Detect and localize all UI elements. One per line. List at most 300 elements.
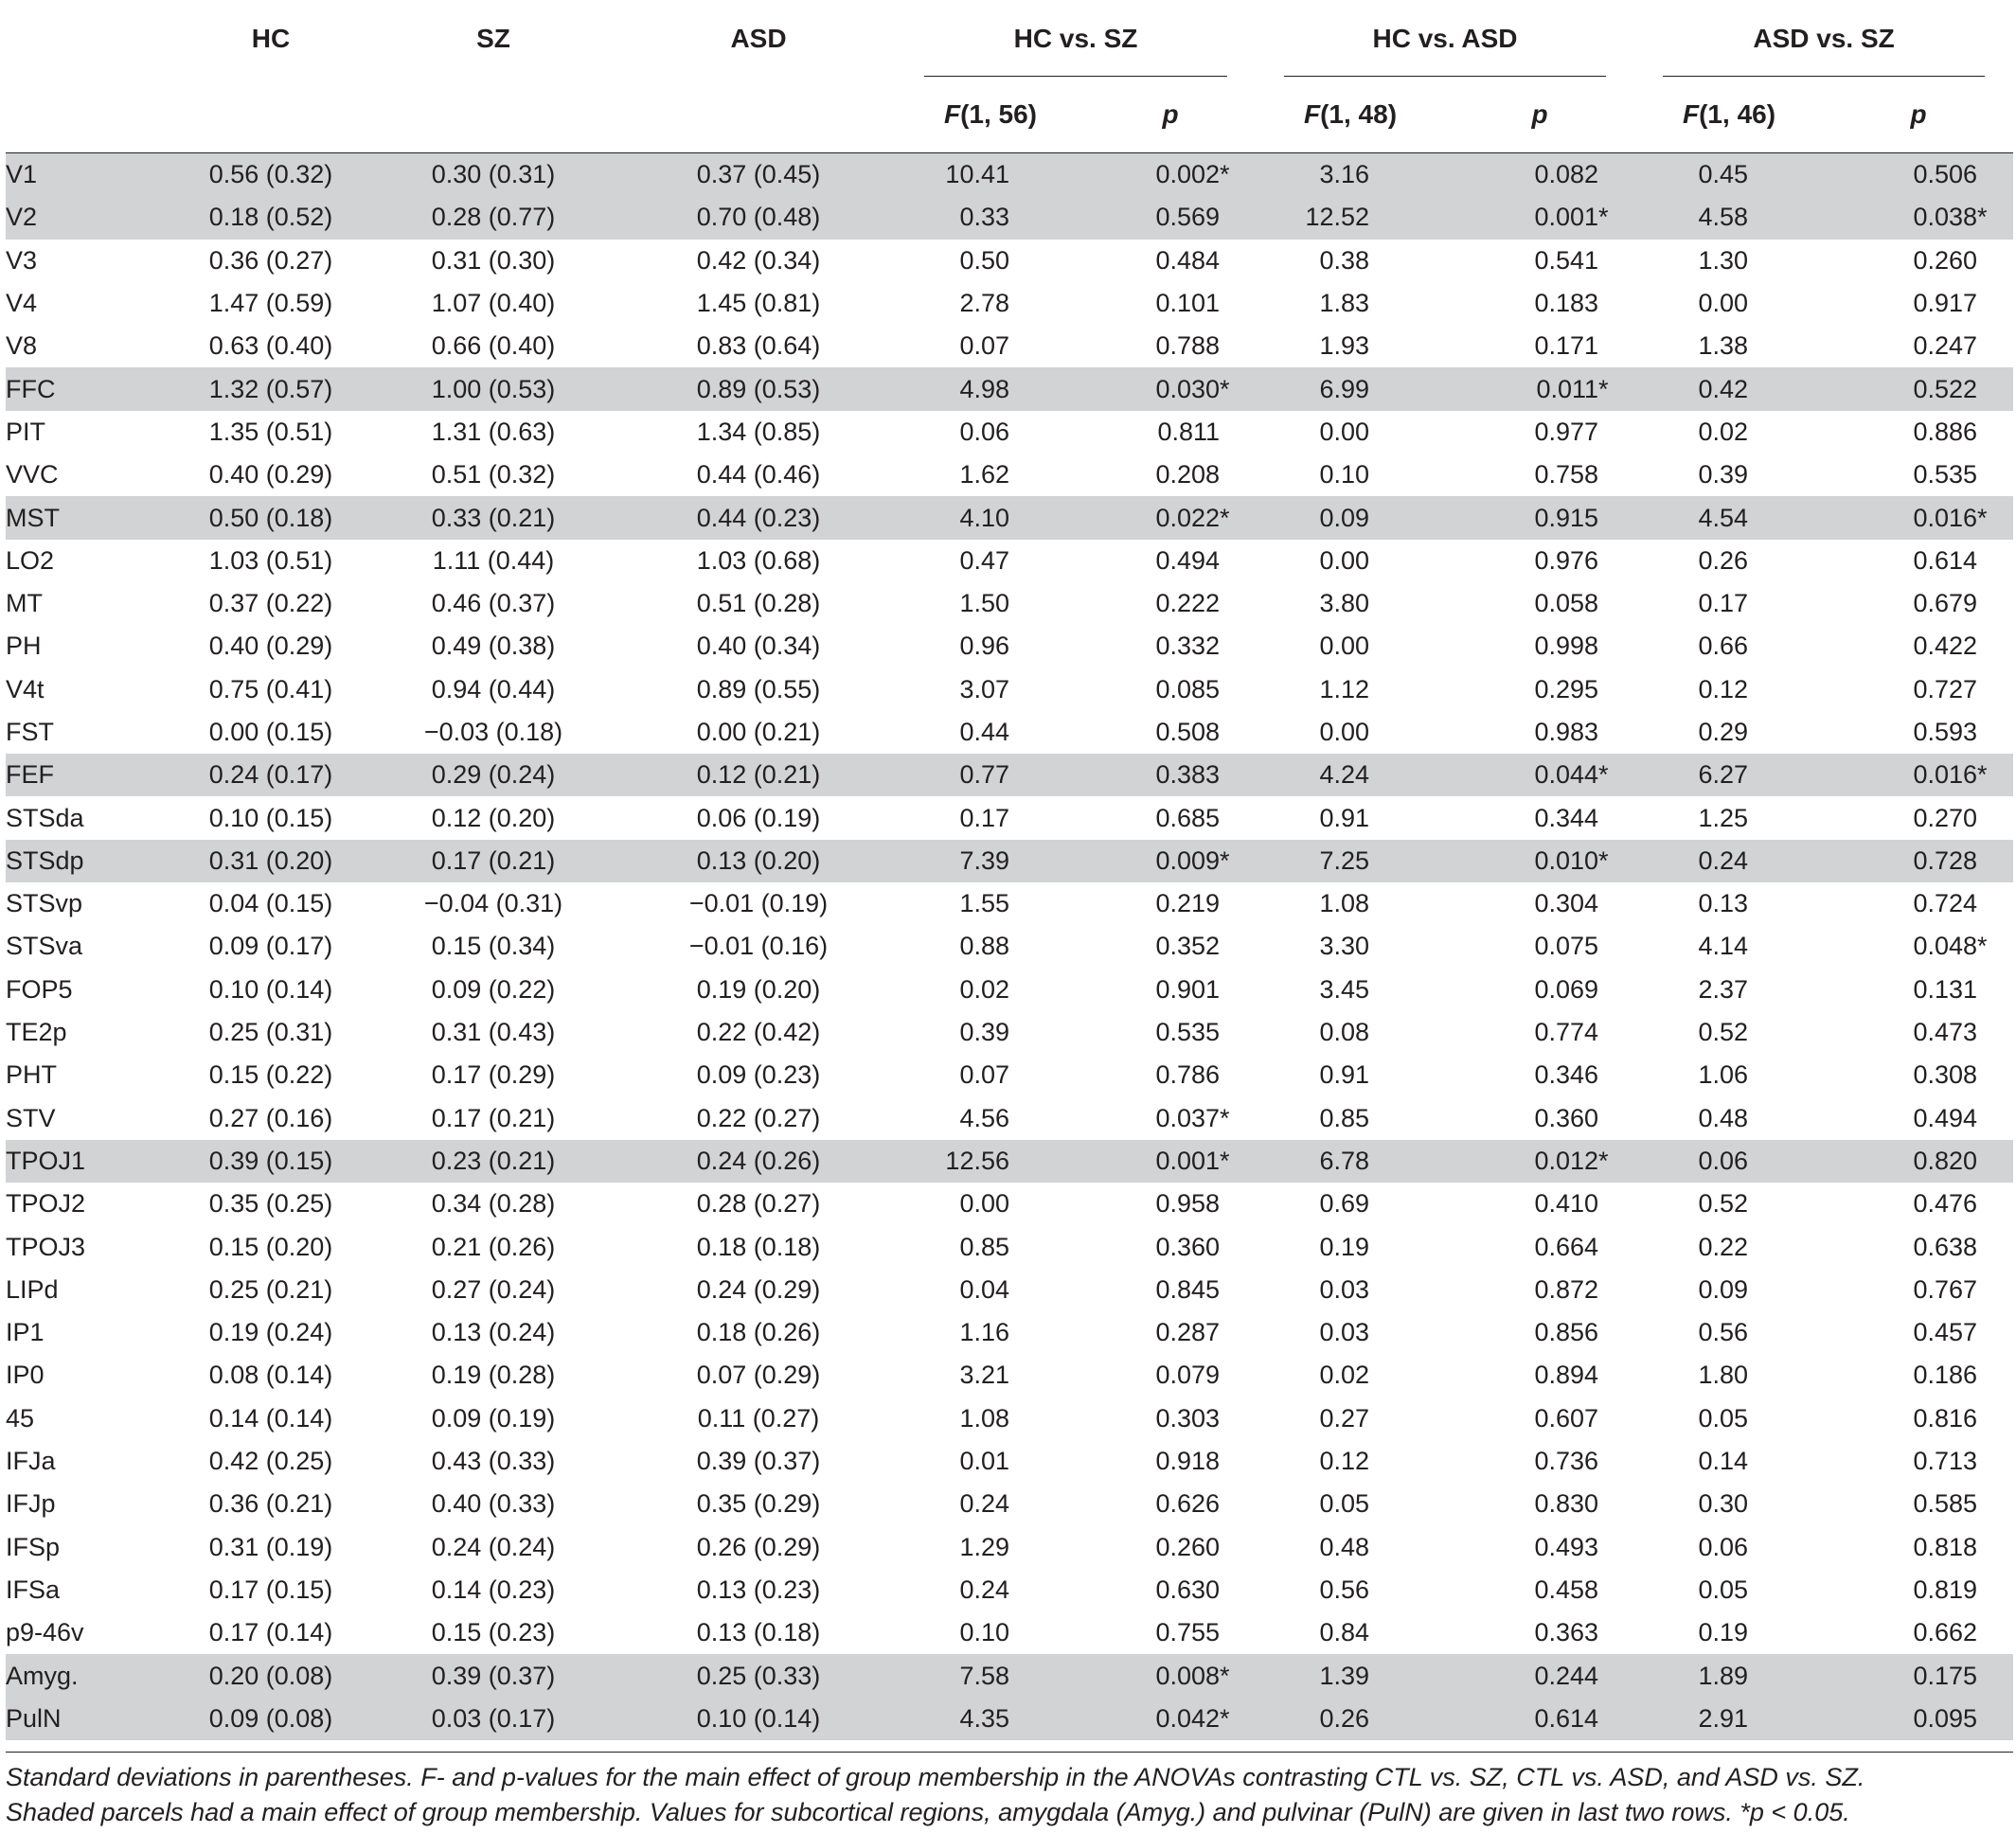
p-hc-sz: 0.786: [1155, 1060, 1221, 1090]
p-asd-sz: 0.095: [1824, 1698, 2013, 1740]
region-name: IP1: [6, 1318, 45, 1347]
significance-marker: *: [1220, 1703, 1230, 1733]
p-asd-sz: 0.476: [1913, 1189, 1978, 1219]
sz-value: 0.17 (0.29): [431, 1060, 556, 1090]
f-asd-sz: 4.54: [1634, 496, 1824, 539]
f-hc-asd: 0.03: [1319, 1274, 1370, 1304]
region-name: MST: [6, 496, 176, 539]
significance-marker: *: [1977, 932, 1988, 961]
table-row: [6, 711, 2013, 754]
f-hc-sz: 2.78: [959, 289, 1009, 318]
sz-value: 0.31 (0.43): [431, 1018, 556, 1047]
sz-value: 0.24 (0.24): [431, 1532, 556, 1561]
p-asd-sz: 0.260: [1913, 245, 1978, 275]
f-hc-sz: 4.35: [896, 1698, 1085, 1740]
asd-value: 0.35 (0.29): [696, 1489, 821, 1519]
p-hc-sz: 0.260: [1155, 1532, 1221, 1561]
significance-marker: *: [1220, 845, 1230, 875]
p-hc-sz: 0.360: [1155, 1232, 1221, 1261]
p-hc-sz: 0.303: [1155, 1403, 1221, 1433]
p-hc-asd: 0.856: [1534, 1318, 1599, 1347]
p-asd-sz: 0.048*: [1913, 932, 1988, 961]
p-hc-sz: 0.845: [1155, 1274, 1221, 1304]
f-hc-asd: 0.00: [1319, 718, 1370, 746]
p-hc-asd: 0.344: [1534, 803, 1599, 832]
f-hc-asd: 0.27: [1319, 1403, 1370, 1433]
f-hc-asd: 1.39: [1256, 1654, 1445, 1697]
f-hc-sz: 7.39: [896, 840, 1085, 882]
region-name: p9-46v: [6, 1618, 84, 1647]
sz-value: 0.29 (0.24): [366, 754, 621, 796]
f-hc-asd: 0.19: [1319, 1232, 1370, 1261]
f-asd-sz: 0.17: [1698, 589, 1749, 618]
f-asd-sz: 0.56: [1698, 1318, 1749, 1347]
p-hc-asd: 0.983: [1534, 718, 1599, 746]
asd-value: 0.13 (0.23): [696, 1575, 821, 1604]
p-asd-sz: 0.886: [1913, 417, 1978, 446]
f-hc-asd: 0.05: [1319, 1489, 1370, 1519]
asd-value: −0.01 (0.19): [688, 889, 829, 918]
f-asd-sz: 2.91: [1634, 1698, 1824, 1740]
region-name: TPOJ3: [6, 1232, 86, 1261]
hc-value: 0.17 (0.14): [208, 1618, 333, 1647]
hc-value: 0.08 (0.14): [208, 1361, 333, 1390]
table-row: [6, 1483, 2013, 1525]
region-name: IFSa: [6, 1575, 61, 1604]
results-table: [6, 0, 2013, 1740]
table-row: [6, 1654, 2013, 1697]
asd-value: 1.45 (0.81): [696, 289, 821, 318]
significance-marker: *: [1598, 845, 1609, 875]
hc-value: 0.00 (0.15): [208, 718, 333, 746]
table-row: [6, 240, 2013, 282]
hc-value: 0.24 (0.17): [176, 754, 366, 796]
f-hc-sz: 0.07: [959, 1060, 1009, 1090]
f-hc-sz: 3.21: [959, 1361, 1009, 1390]
header-p-2: p: [1531, 99, 1548, 129]
asd-value: 1.34 (0.85): [696, 417, 821, 446]
significance-marker: *: [1598, 1146, 1609, 1175]
region-name: FST: [6, 718, 54, 746]
sz-value: 0.09 (0.19): [431, 1403, 556, 1433]
sz-value: 0.21 (0.26): [431, 1232, 556, 1261]
table-row: [6, 454, 2013, 496]
f-hc-asd: 0.08: [1319, 1018, 1370, 1047]
table-row: [6, 411, 2013, 454]
f-hc-asd: 0.69: [1319, 1189, 1370, 1219]
region-name: V2: [6, 196, 176, 239]
p-hc-sz: 0.569: [1085, 196, 1256, 239]
f-hc-asd: 0.38: [1319, 245, 1370, 275]
table-row: [6, 796, 2013, 839]
f-hc-sz: 0.47: [959, 545, 1009, 575]
hc-value: 0.09 (0.17): [208, 932, 333, 961]
f-asd-sz: 0.19: [1698, 1618, 1749, 1647]
p-hc-sz: 0.918: [1155, 1447, 1221, 1476]
f-hc-asd: 12.52: [1256, 196, 1445, 239]
f-asd-sz: 0.66: [1698, 632, 1749, 661]
region-name: V4: [6, 289, 38, 318]
sz-value: 0.12 (0.20): [431, 803, 556, 832]
significance-marker: *: [1220, 160, 1230, 189]
f-hc-sz: 0.33: [896, 196, 1085, 239]
f-asd-sz: 1.80: [1698, 1361, 1749, 1390]
f-hc-sz: 4.56: [959, 1103, 1009, 1132]
f-asd-sz: 6.27: [1634, 754, 1824, 796]
hc-value: 0.35 (0.25): [208, 1189, 333, 1219]
sz-value: 0.33 (0.21): [366, 496, 621, 539]
table-row: [6, 668, 2013, 711]
p-hc-sz: 0.788: [1155, 331, 1221, 361]
p-hc-asd: 0.011*: [1445, 367, 1634, 410]
f-hc-asd: 1.12: [1319, 674, 1370, 703]
p-hc-asd: 0.058: [1534, 589, 1599, 618]
region-name: TE2p: [6, 1018, 67, 1047]
f-asd-sz: 0.29: [1698, 718, 1749, 746]
f-asd-sz: 0.52: [1698, 1018, 1749, 1047]
f-asd-sz: 1.06: [1698, 1060, 1749, 1090]
significance-marker: *: [1598, 203, 1609, 232]
p-hc-sz: 0.008*: [1085, 1654, 1256, 1697]
hc-value: 0.25 (0.31): [208, 1018, 333, 1047]
hc-value: 0.25 (0.21): [208, 1274, 333, 1304]
asd-value: 0.19 (0.20): [696, 974, 821, 1004]
f-asd-sz: 0.06: [1634, 1140, 1824, 1183]
region-name: PIT: [6, 417, 46, 446]
f-hc-sz: 1.55: [959, 889, 1009, 918]
f-hc-asd: 3.30: [1319, 932, 1370, 961]
hc-value: 0.15 (0.22): [208, 1060, 333, 1090]
f-asd-sz: 0.26: [1698, 545, 1749, 575]
f-asd-sz: 0.22: [1698, 1232, 1749, 1261]
hc-value: 0.04 (0.15): [208, 889, 333, 918]
hc-value: 0.18 (0.52): [176, 196, 366, 239]
f-asd-sz: 0.06: [1698, 1532, 1749, 1561]
f-asd-sz: 0.13: [1698, 889, 1749, 918]
header-p-3: p: [1910, 99, 1927, 129]
sz-value: 1.07 (0.40): [431, 289, 556, 318]
asd-value: 0.12 (0.21): [621, 754, 896, 796]
p-asd-sz: 0.728: [1824, 840, 2013, 882]
f-hc-asd: 3.80: [1319, 589, 1370, 618]
p-hc-sz: 0.332: [1155, 632, 1221, 661]
asd-value: 0.25 (0.33): [621, 1654, 896, 1697]
p-hc-sz: 0.219: [1155, 889, 1221, 918]
p-hc-sz: 0.901: [1155, 974, 1221, 1004]
p-asd-sz: 0.175: [1824, 1654, 2013, 1697]
table-row: [6, 625, 2013, 667]
sz-value: 0.17 (0.21): [366, 840, 621, 882]
f-hc-sz: 0.06: [959, 417, 1009, 446]
p-hc-sz: 0.811: [1157, 417, 1221, 446]
asd-value: 0.70 (0.48): [621, 196, 896, 239]
p-hc-sz: 0.001*: [1085, 1140, 1256, 1183]
p-hc-asd: 0.183: [1534, 289, 1599, 318]
f-hc-asd: 0.12: [1319, 1447, 1370, 1476]
p-asd-sz: 0.917: [1913, 289, 1978, 318]
p-asd-sz: 0.308: [1913, 1060, 1978, 1090]
f-asd-sz: 0.30: [1698, 1489, 1749, 1519]
hc-value: 0.10 (0.14): [208, 974, 333, 1004]
p-hc-asd: 0.736: [1534, 1447, 1599, 1476]
asd-value: 0.11 (0.27): [697, 1403, 820, 1433]
p-hc-asd: 0.774: [1534, 1018, 1599, 1047]
table-row: [6, 1225, 2013, 1268]
f-hc-asd: 0.10: [1319, 460, 1370, 489]
sz-value: 0.28 (0.77): [366, 196, 621, 239]
p-hc-sz: 0.042*: [1085, 1698, 1256, 1740]
sz-value: 0.94 (0.44): [431, 674, 556, 703]
asd-value: 0.13 (0.20): [621, 840, 896, 882]
p-hc-sz: 0.287: [1155, 1318, 1221, 1347]
hc-value: 1.35 (0.51): [208, 417, 333, 446]
p-hc-asd: 0.044*: [1445, 754, 1634, 796]
table-row: [6, 969, 2013, 1011]
f-hc-sz: 1.08: [959, 1403, 1009, 1433]
f-asd-sz: 0.00: [1698, 289, 1749, 318]
table-row: [6, 1526, 2013, 1569]
f-hc-asd: 3.16: [1256, 153, 1445, 197]
sz-value: −0.03 (0.18): [423, 718, 563, 746]
f-hc-asd: 0.26: [1256, 1698, 1445, 1740]
f-hc-asd: 6.78: [1256, 1140, 1445, 1183]
region-name: PH: [6, 632, 42, 661]
significance-marker: *: [1598, 760, 1609, 790]
p-asd-sz: 0.494: [1913, 1103, 1978, 1132]
sz-value: 0.39 (0.37): [366, 1654, 621, 1697]
f-hc-asd: 1.08: [1319, 889, 1370, 918]
hc-value: 0.09 (0.08): [176, 1698, 366, 1740]
asd-value: 0.13 (0.18): [696, 1618, 821, 1647]
f-asd-sz: 0.05: [1698, 1403, 1749, 1433]
f-asd-sz: 0.02: [1698, 417, 1749, 446]
f-hc-sz: 0.10: [959, 1618, 1009, 1647]
header-f-2: F(1, 48): [1303, 99, 1398, 129]
header-hc: HC: [251, 23, 291, 53]
header-group-hc-vs-sz: HC vs. SZ: [896, 0, 1256, 77]
header-f-3: F(1, 46): [1683, 99, 1776, 129]
table-row: [6, 1397, 2013, 1440]
p-asd-sz: 0.270: [1913, 803, 1978, 832]
f-hc-sz: 0.04: [959, 1274, 1009, 1304]
p-asd-sz: 0.186: [1913, 1361, 1978, 1390]
p-hc-sz: 0.030*: [1085, 367, 1256, 410]
table-row: [6, 1054, 2013, 1096]
table-row: [6, 882, 2013, 925]
p-asd-sz: 0.662: [1913, 1618, 1978, 1647]
f-hc-sz: 10.41: [896, 153, 1085, 197]
table-row: [6, 925, 2013, 968]
f-hc-sz: 1.16: [959, 1318, 1009, 1347]
region-name: FEF: [6, 754, 176, 796]
p-hc-sz: 0.352: [1155, 932, 1221, 961]
asd-value: 0.89 (0.53): [621, 367, 896, 410]
p-hc-asd: 0.541: [1534, 245, 1599, 275]
p-hc-asd: 0.894: [1534, 1361, 1599, 1390]
p-hc-asd: 0.069: [1534, 974, 1599, 1004]
table-row: [6, 1354, 2013, 1397]
significance-marker: *: [1598, 374, 1609, 403]
p-hc-asd: 0.458: [1534, 1575, 1599, 1604]
f-hc-asd: 0.03: [1319, 1318, 1370, 1347]
p-asd-sz: 0.457: [1913, 1318, 1978, 1347]
asd-value: 0.18 (0.18): [696, 1232, 821, 1261]
f-asd-sz: 1.38: [1698, 331, 1749, 361]
p-asd-sz: 0.638: [1913, 1232, 1978, 1261]
p-hc-asd: 0.998: [1534, 632, 1599, 661]
sz-value: 0.09 (0.22): [431, 974, 556, 1004]
sz-value: 0.31 (0.30): [431, 245, 556, 275]
sz-value: 0.15 (0.23): [431, 1618, 556, 1647]
hc-value: 1.03 (0.51): [208, 545, 333, 575]
table-body: [6, 153, 2013, 1740]
region-name: VVC: [6, 460, 59, 489]
p-hc-asd: 0.012*: [1445, 1140, 1634, 1183]
f-hc-asd: 7.25: [1256, 840, 1445, 882]
significance-marker: *: [1220, 503, 1230, 532]
asd-value: 0.24 (0.26): [621, 1140, 896, 1183]
hc-value: 0.40 (0.29): [208, 632, 333, 661]
region-name: Amyg.: [6, 1654, 176, 1697]
p-hc-sz: 0.383: [1085, 754, 1256, 796]
f-hc-asd: 4.24: [1256, 754, 1445, 796]
hc-value: 0.10 (0.15): [208, 803, 333, 832]
p-asd-sz: 0.593: [1913, 718, 1978, 746]
table-row: [6, 840, 2013, 882]
p-hc-asd: 0.082: [1445, 153, 1634, 197]
table-row: [6, 1311, 2013, 1354]
hc-value: 0.31 (0.20): [176, 840, 366, 882]
asd-value: 0.83 (0.64): [696, 331, 821, 361]
region-name: IFJp: [6, 1489, 56, 1519]
p-asd-sz: 0.535: [1913, 460, 1978, 489]
header-f-1: F(1, 56): [943, 99, 1038, 129]
asd-value: 0.28 (0.27): [696, 1189, 821, 1219]
f-hc-asd: 0.84: [1319, 1618, 1370, 1647]
p-hc-sz: 0.101: [1155, 289, 1221, 318]
f-hc-asd: 1.93: [1319, 331, 1370, 361]
f-hc-sz: 1.62: [959, 460, 1009, 489]
sz-value: 0.49 (0.38): [431, 632, 556, 661]
f-hc-sz: 4.10: [896, 496, 1085, 539]
region-name: V8: [6, 331, 38, 361]
f-hc-asd: 0.48: [1319, 1532, 1370, 1561]
sz-value: 0.17 (0.21): [431, 1103, 556, 1132]
f-hc-sz: 0.44: [959, 718, 1009, 746]
region-name: 45: [6, 1403, 35, 1433]
asd-value: 0.40 (0.34): [696, 632, 821, 661]
p-hc-sz: 0.508: [1155, 718, 1221, 746]
p-asd-sz: 0.818: [1913, 1532, 1978, 1561]
region-name: LIPd: [6, 1274, 59, 1304]
sz-value: −0.04 (0.31): [423, 889, 563, 918]
f-asd-sz: 0.39: [1698, 460, 1749, 489]
f-hc-sz: 0.07: [959, 331, 1009, 361]
p-asd-sz: 0.816: [1913, 1403, 1978, 1433]
f-asd-sz: 0.52: [1698, 1189, 1749, 1219]
hc-value: 0.75 (0.41): [208, 674, 333, 703]
region-name: V1: [6, 153, 176, 197]
p-hc-asd: 0.758: [1534, 460, 1599, 489]
p-asd-sz: 0.506: [1824, 153, 2013, 197]
region-name: V4t: [6, 674, 45, 703]
f-hc-sz: 0.24: [959, 1489, 1009, 1519]
sz-value: 0.40 (0.33): [431, 1489, 556, 1519]
asd-value: 0.24 (0.29): [696, 1274, 821, 1304]
hc-value: 0.31 (0.19): [208, 1532, 333, 1561]
asd-value: 0.06 (0.19): [696, 803, 821, 832]
sz-value: 0.51 (0.32): [431, 460, 556, 489]
region-name: PHT: [6, 1060, 57, 1090]
p-hc-sz: 0.685: [1155, 803, 1221, 832]
p-hc-asd: 0.360: [1534, 1103, 1599, 1132]
table-footnote: [6, 1752, 2013, 1830]
f-asd-sz: 1.25: [1698, 803, 1749, 832]
region-name: TPOJ2: [6, 1189, 86, 1219]
p-asd-sz: 0.422: [1913, 632, 1978, 661]
p-hc-asd: 0.410: [1534, 1189, 1599, 1219]
p-asd-sz: 0.713: [1913, 1447, 1978, 1476]
p-hc-asd: 0.493: [1534, 1532, 1599, 1561]
f-hc-asd: 3.45: [1319, 974, 1370, 1004]
p-hc-asd: 0.976: [1534, 545, 1599, 575]
table-row: [6, 367, 2013, 410]
f-asd-sz: 2.37: [1698, 974, 1749, 1004]
p-hc-asd: 0.363: [1534, 1618, 1599, 1647]
p-hc-sz: 0.755: [1155, 1618, 1221, 1647]
region-name: IP0: [6, 1361, 45, 1390]
hc-value: 0.36 (0.21): [208, 1489, 333, 1519]
p-hc-sz: 0.022*: [1085, 496, 1256, 539]
sz-value: 0.43 (0.33): [431, 1447, 556, 1476]
table-row: [6, 1011, 2013, 1054]
sz-value: 1.00 (0.53): [366, 367, 621, 410]
region-name: FFC: [6, 367, 176, 410]
p-hc-sz: 0.535: [1155, 1018, 1221, 1047]
asd-value: 0.22 (0.42): [696, 1018, 821, 1047]
region-name: TPOJ1: [6, 1140, 176, 1183]
f-asd-sz: 4.14: [1698, 932, 1749, 961]
table-row: [6, 582, 2013, 625]
p-hc-asd: 0.614: [1445, 1698, 1634, 1740]
f-hc-sz: 0.39: [959, 1018, 1009, 1047]
f-hc-asd: 0.09: [1256, 496, 1445, 539]
region-name: PulN: [6, 1698, 176, 1740]
region-name: LO2: [6, 545, 55, 575]
region-name: FOP5: [6, 974, 73, 1004]
significance-marker: *: [1220, 374, 1230, 403]
p-asd-sz: 0.016*: [1824, 496, 2013, 539]
f-hc-sz: 0.88: [959, 932, 1009, 961]
p-hc-sz: 0.037*: [1155, 1103, 1230, 1132]
p-hc-sz: 0.626: [1155, 1489, 1221, 1519]
f-hc-asd: 6.99: [1256, 367, 1445, 410]
f-hc-sz: 3.07: [959, 674, 1009, 703]
p-hc-asd: 0.977: [1534, 417, 1599, 446]
p-asd-sz: 0.038*: [1824, 196, 2013, 239]
asd-value: 0.00 (0.21): [696, 718, 821, 746]
asd-value: 0.89 (0.55): [696, 674, 821, 703]
significance-marker: *: [1977, 203, 1988, 232]
sz-value: 0.13 (0.24): [431, 1318, 556, 1347]
header-asd: ASD: [730, 23, 787, 53]
p-hc-asd: 0.171: [1534, 331, 1599, 361]
footnote-line-2: Shaded parcels had a main effect of group membership. Values for subcortical regions, amygdala (Amyg.) and pulvinar (PulN) are given in last two rows. *p < 0.05.: [6, 1798, 1850, 1826]
asd-value: 0.51 (0.28): [696, 589, 821, 618]
table-row: [6, 540, 2013, 582]
f-asd-sz: 1.30: [1698, 245, 1749, 275]
f-hc-asd: 0.56: [1319, 1575, 1370, 1604]
